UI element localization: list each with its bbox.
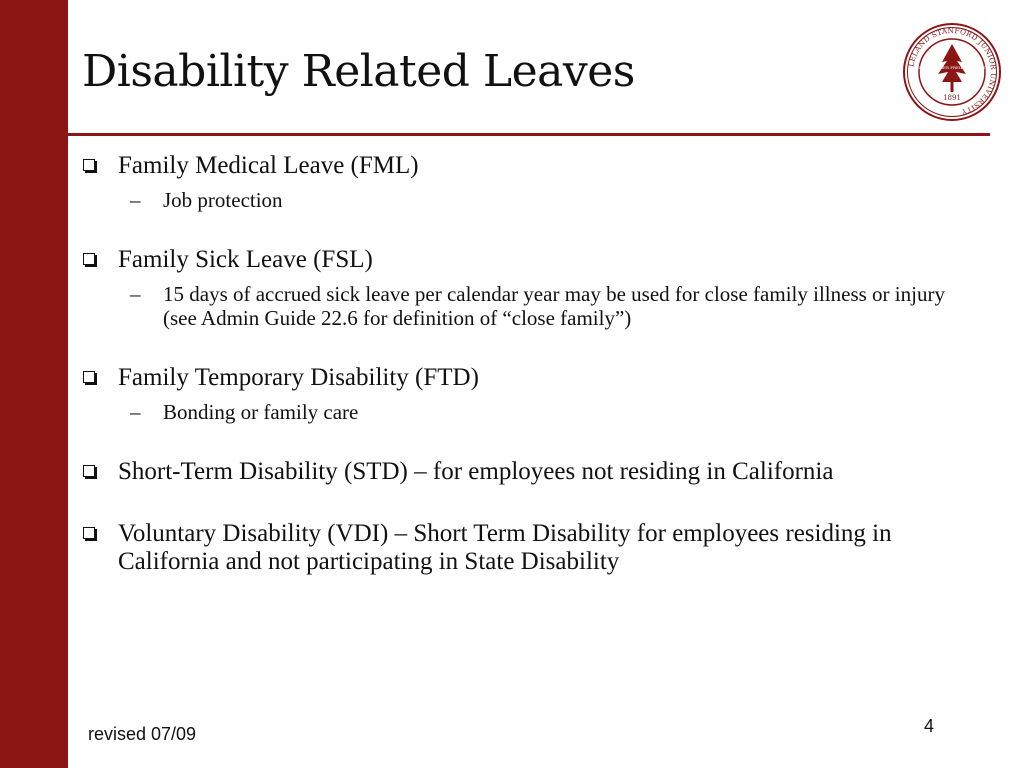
seal-year: 1891 [943, 94, 961, 102]
page-number: 4 [924, 716, 935, 736]
checkbox-bullet-icon [83, 527, 95, 539]
bullet-list [78, 152, 958, 576]
checkbox-bullet-icon [83, 159, 95, 171]
dash-icon: – [130, 188, 141, 212]
sub-bullet-text: Job protection [163, 188, 283, 212]
bullet-text: Family Medical Leave (FML) [118, 152, 419, 179]
bullet-item-fml [78, 152, 958, 180]
bullet-text: Family Temporary Disability (FTD) [118, 364, 479, 391]
bullet-item-vdi [78, 520, 958, 576]
sub-bullet-item [78, 282, 958, 330]
sub-bullet-item [78, 400, 958, 424]
left-accent-bar [0, 0, 68, 768]
dash-icon: – [130, 282, 141, 306]
checkbox-bullet-icon [83, 371, 95, 383]
university-seal-icon [902, 22, 1002, 122]
bullet-item-fsl [78, 246, 958, 274]
revision-note: revised 07/09 [88, 724, 197, 744]
bullet-text: Short-Term Disability (STD) – for employees not residing in California [118, 458, 834, 485]
bullet-text: Family Sick Leave (FSL) [118, 246, 373, 273]
sub-bullet-item [78, 188, 958, 212]
slide-title: Disability Related Leaves [82, 46, 635, 97]
bullet-item-std [78, 458, 958, 486]
checkbox-bullet-icon [83, 253, 95, 265]
seal-motto: DIE LUFT DER FREIHEIT WEHT [918, 65, 986, 70]
title-divider [68, 133, 990, 136]
bullet-item-ftd [78, 364, 958, 392]
sub-bullet-text: 15 days of accrued sick leave per calendar year may be used for close family illness or injury (see Admin Guide 22.6 for definition of “close family”) [163, 282, 945, 330]
dash-icon: – [130, 400, 141, 424]
checkbox-bullet-icon [83, 465, 95, 477]
bullet-text: Voluntary Disability (VDI) – Short Term Disability for employees residing in California and not participating in State Disability [118, 520, 892, 575]
sub-bullet-text: Bonding or family care [163, 400, 359, 424]
seal-ring-text: LELAND STANFORD JUNIOR UNIVERSITY [906, 25, 999, 117]
